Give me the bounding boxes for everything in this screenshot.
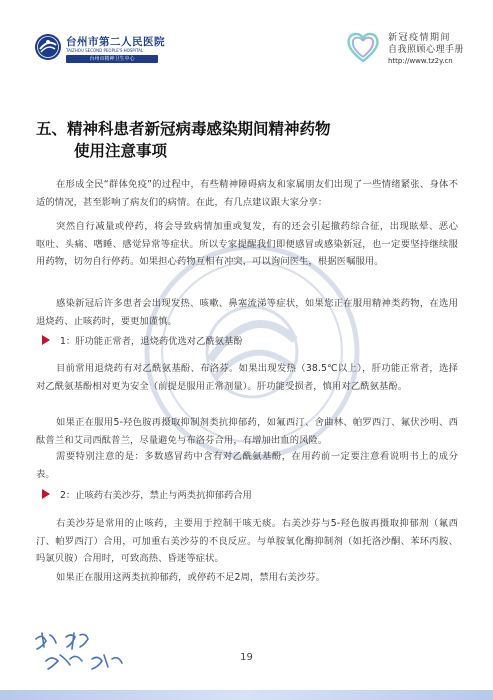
calligraphy-signature <box>30 625 150 675</box>
hospital-tagline-bar <box>66 55 158 63</box>
paragraph-withdrawal: 突然自行减量或停药，将会导致病情加重或复发，有的还会引起撤药综合征，出现眩晕、恶心 呕吐、头痛、嗜睡、感觉异常等症状。所以专家提醒我们即便感冒或感染新冠，也一定要坚持继续服用药物，切勿自行停药。如果担心药物互相有冲突，可以询问医生，根据医嘱服用。 <box>36 221 468 267</box>
point-1-label: 1：肝功能正常者，退烧药优选对乙酰氨基酚 <box>60 336 243 347</box>
website-link[interactable]: http://www.tz2y.cn <box>388 57 453 65</box>
section-title <box>36 118 456 162</box>
section-title-line1: 五、精神科患者新冠病毒感染期间精神药物 <box>36 119 331 138</box>
hospital-tagline: 台州市精神卫生中心 <box>89 56 135 62</box>
intro-paragraph: 在形成全民“群体免疫”的过程中，有些精神障碍病友和家属朋友们出现了一些情绪紧张、身体不适的情况，甚至影响了病友们的病情。在此，有几点建议跟大家分享： <box>36 179 458 208</box>
triangle-bullet-icon <box>42 489 50 499</box>
paragraph-ssri-ibuprofen: 如果正在服用5-羟色胺再摄取抑制剂类抗抑郁药，如氟西汀、舍曲林、帕罗西汀、氟伏沙明、西酞普兰和艾司西酞普兰，尽量避免与布洛芬合用，有增加出血的风险。 <box>36 417 458 446</box>
paragraph-dextromethorphan: 右美沙芬是常用的止咳药，主要用于控制干咳无痰。右美沙芬与5-羟色胺再摄取抑郁剂（氟西汀、帕罗西汀）合用，可加重右美沙芬的不良反应。与单胺氧化酶抑制剂（如托洛沙酮、苯环丙胺、吗氯贝胺）合用时，可致高热、昏迷等症状。 <box>36 518 458 564</box>
point-1-heading <box>36 333 456 350</box>
manual-title-block <box>388 32 478 67</box>
bottom-decorative-bar <box>0 690 493 700</box>
manual-subtitle: 自我照顾心理手册 <box>388 45 465 55</box>
paragraph-contraindication: 如果正在服用这两类抗抑郁药，或停药不足2周，禁用右美沙芬。 <box>56 572 326 583</box>
hospital-name-en: TAIZHOU SECOND PEOPLE'S HOSPITAL <box>66 48 144 53</box>
page-header <box>0 0 493 78</box>
triangle-bullet-icon <box>42 335 50 345</box>
point-2-heading <box>36 487 456 504</box>
heart-logo-icon <box>345 30 381 64</box>
manual-title: 新冠疫情期间 <box>388 33 452 43</box>
paragraph-antipyretics: 目前常用退烧药有对乙酰氨基酚、布洛芬。如果出现发热（38.5℃以上），肝功能正常者，选择对乙酰氨基酚相对更为安全（前提是服用正常剂量）。肝功能受损者，慎用对乙酰氨基酚。 <box>36 363 458 392</box>
hospital-name: 台州市第二人民医院 <box>66 36 165 48</box>
hospital-logo-icon <box>34 33 62 61</box>
paragraph-symptoms: 感染新冠后许多患者会出现发热、咳嗽、鼻塞流涕等症状，如果您正在服用精神类药物，在选用退烧药、止咳药时，要更加谨慎。 <box>36 298 458 327</box>
point-2-label: 2：止咳药右美沙芬，禁止与两类抗抑郁药合用 <box>60 490 252 501</box>
section-title-line2: 使用注意事项 <box>74 141 168 160</box>
page-number: 19 <box>240 652 253 663</box>
paragraph-cold-medicine: 需要特别注意的是：多数感冒药中含有对乙酰氨基酚，在用药前一定要注意看说明书上的成分表。 <box>36 451 458 480</box>
